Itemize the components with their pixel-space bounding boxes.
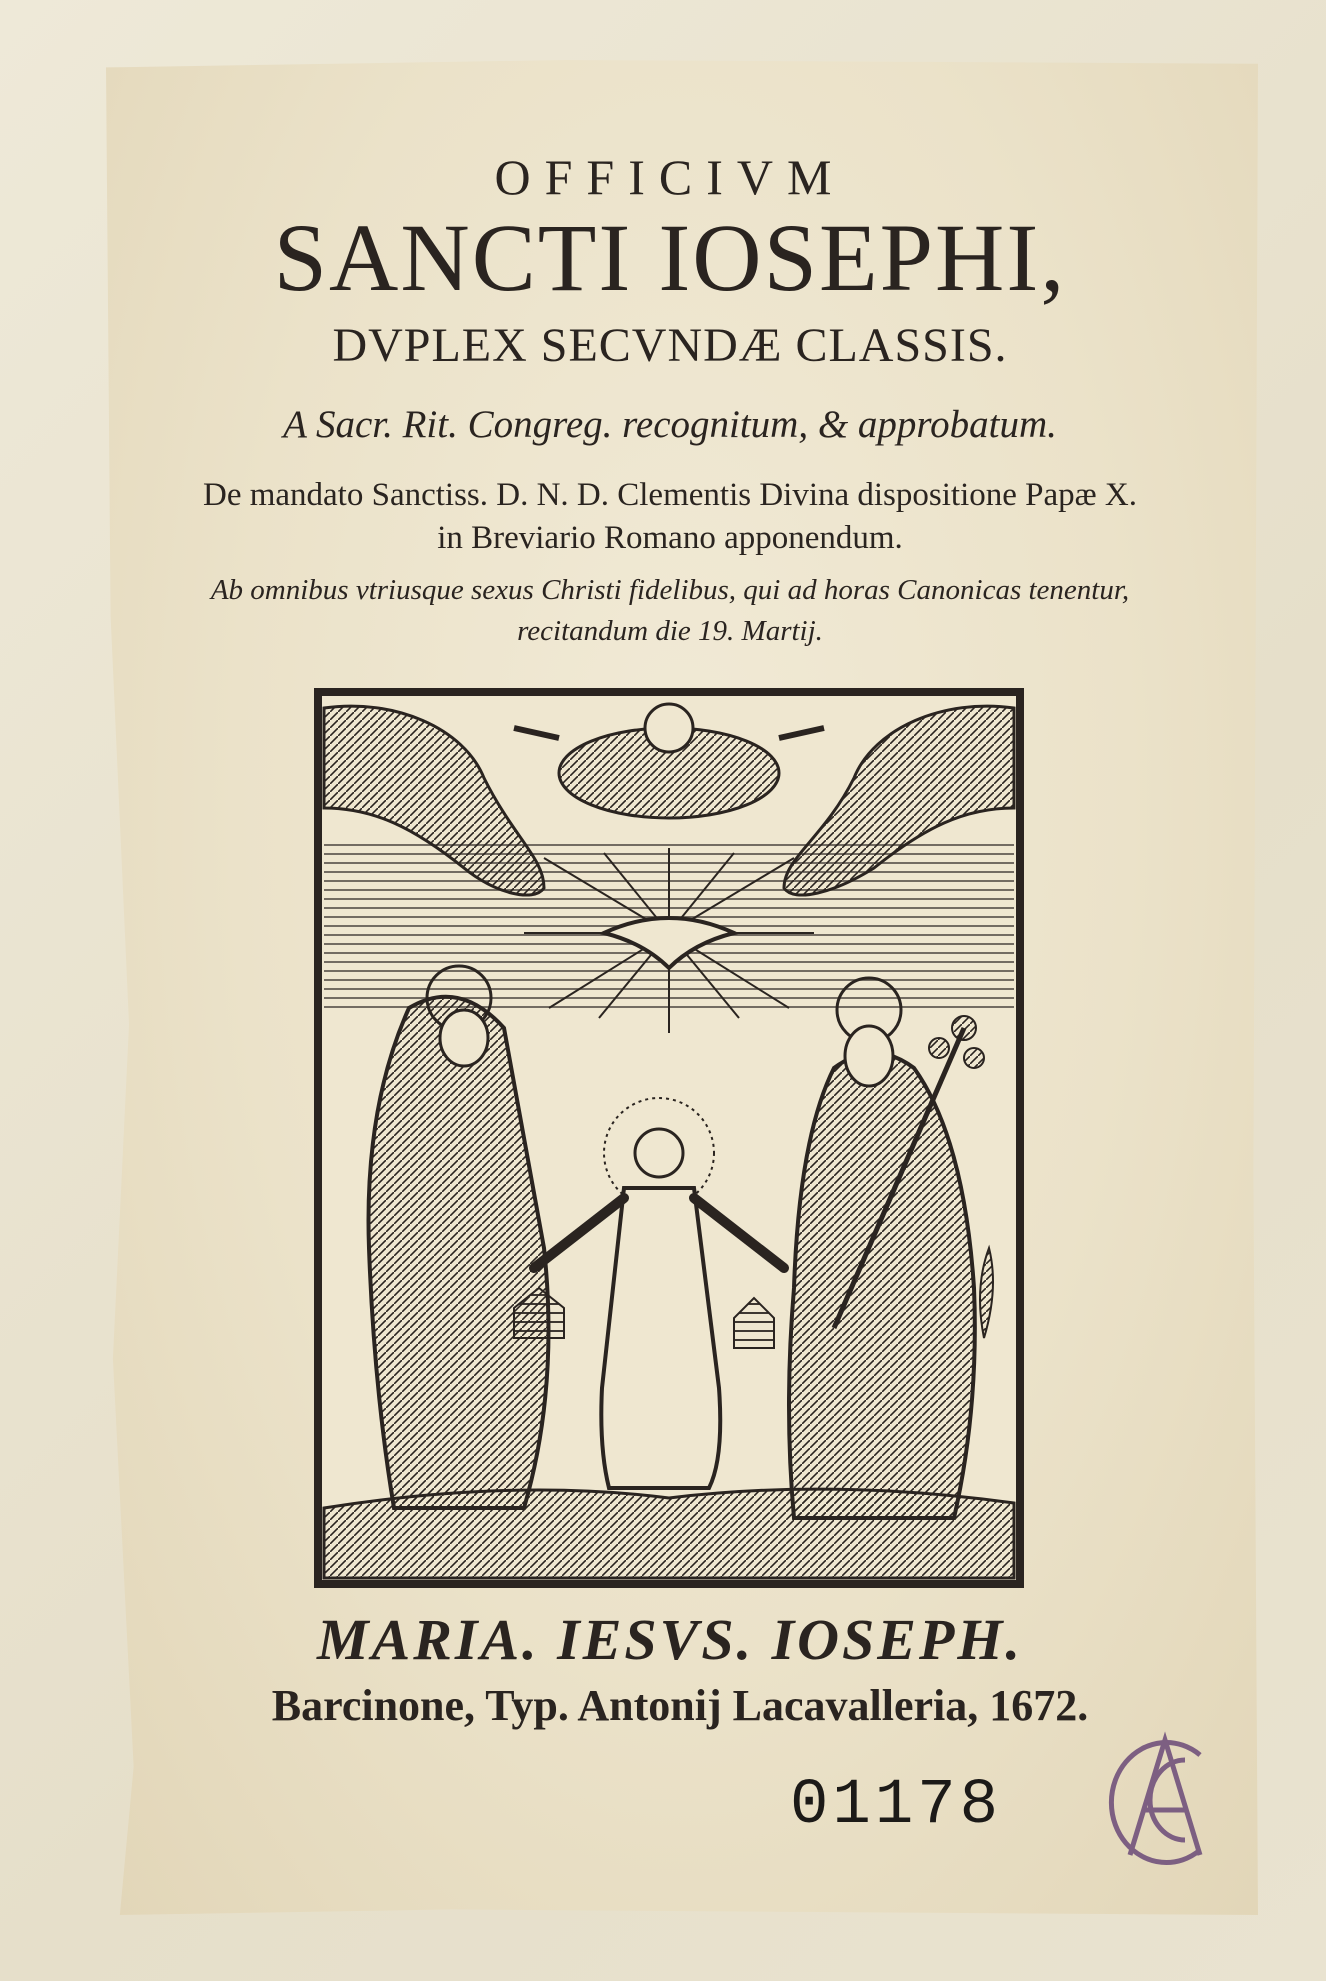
shelfmark-number: 01178 (790, 1770, 1003, 1842)
title-line-officium: OFFICIVM (494, 149, 846, 205)
title-line-duplex: DVPLEX SECVNDÆ CLASSIS. (332, 319, 1008, 372)
approbation-line: A Sacr. Rit. Congreg. recognitum, & approbatum. (283, 403, 1057, 446)
title-line-sancti-iosephi: SANCTI IOSEPHI, (273, 204, 1067, 311)
holy-family-woodcut (314, 688, 1024, 1588)
mandate-paragraph: De mandato Sanctiss. D. N. D. Clementis Divina dispositione Papæ X. in Breviario Romano apponendum. (202, 477, 1137, 556)
library-stamp-icon (1090, 1725, 1235, 1875)
recitation-paragraph: Ab omnibus vtriusque sexus Christi fidelibus, qui ad horas Canonicas tenentur, recitandum die 19. Martij. (210, 574, 1130, 647)
woodcut-caption: MARIA. IESVS. IOSEPH. (316, 1607, 1024, 1672)
imprint-line: Barcinone, Typ. Antonij Lacavalleria, 1672. (271, 1681, 1089, 1730)
